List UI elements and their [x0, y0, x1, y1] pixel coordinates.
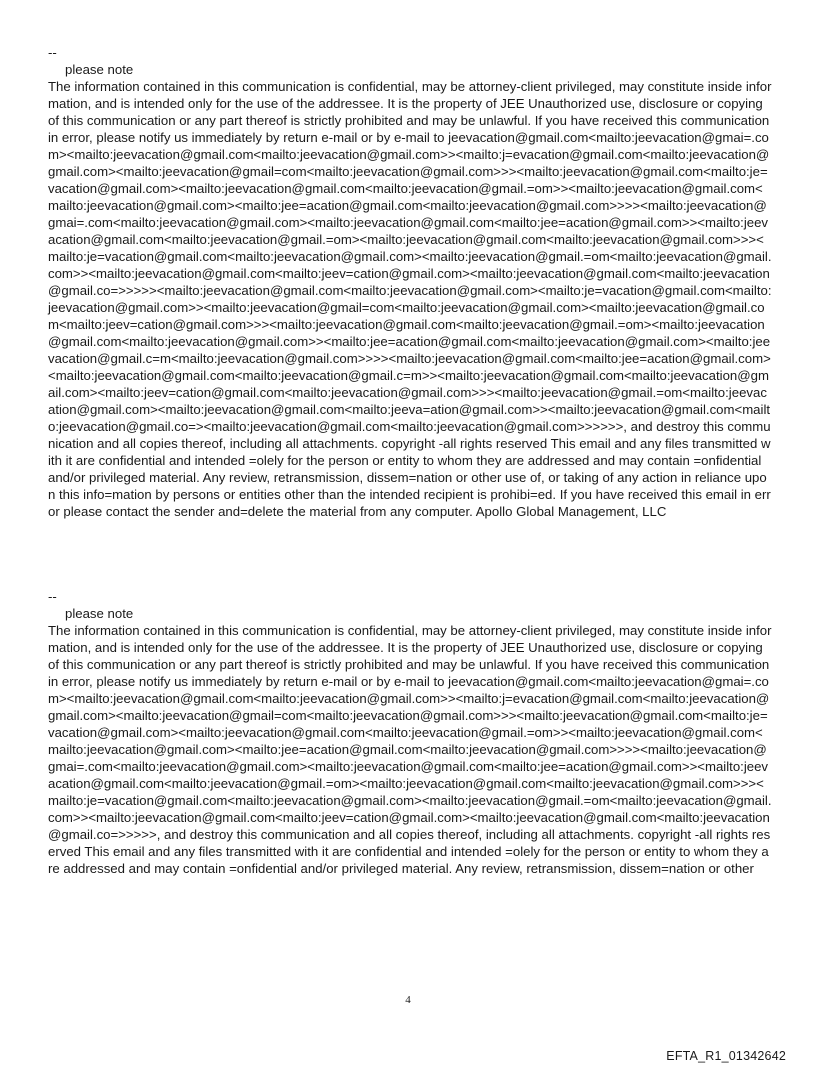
gap: [48, 520, 772, 588]
email-disclaimer-2: [48, 588, 772, 877]
signature-separator: --: [48, 589, 57, 604]
page-number: 4: [405, 994, 411, 1006]
disclaimer-text: The information contained in this communication is confidential, may be attorney-client privileged, may constitute inside information, and is intended only for the use of the addressee. It is the property of JEE Unauthorized use, disclosure or copying of this communication or any part thereof is strictly prohibited and may be unlawful. If you have received this communication in error, please notify us immediately by return e-mail or by e-mail to jeevacation@gmail.com<mailto:jeevacation@gmai=.com><mailto:jeevacation@gmail.com<mailto:jeevacation@gmail.com>><mailto:j=evacation@gmail.com<mailto:jeevacation@gmail.com><mailto:jeevacation@gmail=com<mailto:jeevacation@gmail.com>>><mailto:jeevacation@gmail.com<mailto:je=vacation@gmail.com><mailto:jeevacation@gmail.com<mailto:jeevacation@gmail.=om>><mailto:jeevacation@gmail.com<mailto:jeevacation@gmail.com><mailto:jee=acation@gmail.com<mailto:jeevacation@gmail.com>>>><mailto:jeevacation@gmai=.com<mailto:jeevacation@gmail.com><mailto:jeevacation@gmail.com<mailto:jee=acation@gmail.com>><mailto:jeevacation@gmail.com<mailto:jeevacation@gmail.=om><mailto:jeevacation@gmail.com<mailto:jeevacation@gmail.com>>><mailto:je=vacation@gmail.com<mailto:jeevacation@gmail.com><mailto:jeevacation@gmail.=om<mailto:jeevacation@gmail.com>><mailto:jeevacation@gmail.com<mailto:jeev=cation@gmail.com><mailto:jeevacation@gmail.com<mailto:jeevacation@gmail.co=>>>>><mailto:jeevacation@gmail.com<mailto:jeevacation@gmail.com><mailto:je=vacation@gmail.com<mailto:jeevacation@gmail.com>><mailto:jeevacation@gmail=com<mailto:jeevacation@gmail.com><mailto:jeevacation@gmail.com<mailto:jeev=cation@gmail.com>>><mailto:jeevacation@gmail.com<mailto:jeevacation@gmail.=om><mailto:jeevacation@gmail.com<mailto:jeevacation@gmail.com>><mailto:jee=acation@gmail.com<mailto:jeevacation@gmail.com><mailto:jeevacation@gmail.c=m<mailto:jeevacation@gmail.com>>>><mailto:jeevacation@gmail.com<mailto:jee=acation@gmail.com><mailto:jeevacation@gmail.com<mailto:jeevacation@gmail.c=m>><mailto:jeevacation@gmail.com<mailto:jeevacation@gmail.com><mailto:jeev=cation@gmail.com<mailto:jeevacation@gmail.com>>><mailto:jeevacation@gmail.=om<mailto:jeevacation@gmail.com><mailto:jeevacation@gmail.com<mailto:jeeva=ation@gmail.com>><mailto:jeevacation@gmail.com<mailto:jeevacation@gmail.co=><mailto:jeevacation@gmail.com<mailto:jeevacation@gmail.com>>>>>>, and destroy this communication and all copies thereof, including all attachments. copyright -all rights reserved This email and any files transmitted with it are confidential and intended =olely for the person or entity to whom they are addressed and may contain =onfidential and/or privileged material. Any review, retransmission, dissem=nation or other use of, or taking of any action in reliance upon this info=mation by persons or entities other than the intended recipient is prohibi=ed. If you have received this email in error please contact the sender and=delete the material from any computer. Apollo Global Management, LLC: [48, 79, 772, 519]
email-disclaimer-1: [48, 44, 772, 520]
note-label: please note: [65, 62, 134, 77]
bates-number: EFTA_R1_01342642: [666, 1049, 786, 1063]
document-page: [48, 44, 772, 877]
note-label: please note: [65, 606, 134, 621]
signature-separator: --: [48, 45, 57, 60]
disclaimer-text: The information contained in this communication is confidential, may be attorney-client privileged, may constitute inside information, and is intended only for the use of the addressee. It is the property of JEE Unauthorized use, disclosure or copying of this communication or any part thereof is strictly prohibited and may be unlawful. If you have received this communication in error, please notify us immediately by return e-mail or by e-mail to jeevacation@gmail.com<mailto:jeevacation@gmai=.com><mailto:jeevacation@gmail.com<mailto:jeevacation@gmail.com>><mailto:j=evacation@gmail.com<mailto:jeevacation@gmail.com><mailto:jeevacation@gmail=com<mailto:jeevacation@gmail.com>>><mailto:jeevacation@gmail.com<mailto:je=vacation@gmail.com><mailto:jeevacation@gmail.com<mailto:jeevacation@gmail.=om>><mailto:jeevacation@gmail.com<mailto:jeevacation@gmail.com><mailto:jee=acation@gmail.com<mailto:jeevacation@gmail.com>>>><mailto:jeevacation@gmai=.com<mailto:jeevacation@gmail.com><mailto:jeevacation@gmail.com<mailto:jee=acation@gmail.com>><mailto:jeevacation@gmail.com<mailto:jeevacation@gmail.=om><mailto:jeevacation@gmail.com<mailto:jeevacation@gmail.com>>><mailto:je=vacation@gmail.com<mailto:jeevacation@gmail.com><mailto:jeevacation@gmail.=om<mailto:jeevacation@gmail.com>><mailto:jeevacation@gmail.com<mailto:jeev=cation@gmail.com><mailto:jeevacation@gmail.com<mailto:jeevacation@gmail.co=>>>>>, and destroy this communication and all copies thereof, including all attachments. copyright -all rights reserved This email and any files transmitted with it are confidential and intended =olely for the person or entity to whom they are addressed and may contain =onfidential and/or privileged material. Any review, retransmission, dissem=nation or other: [48, 623, 772, 876]
